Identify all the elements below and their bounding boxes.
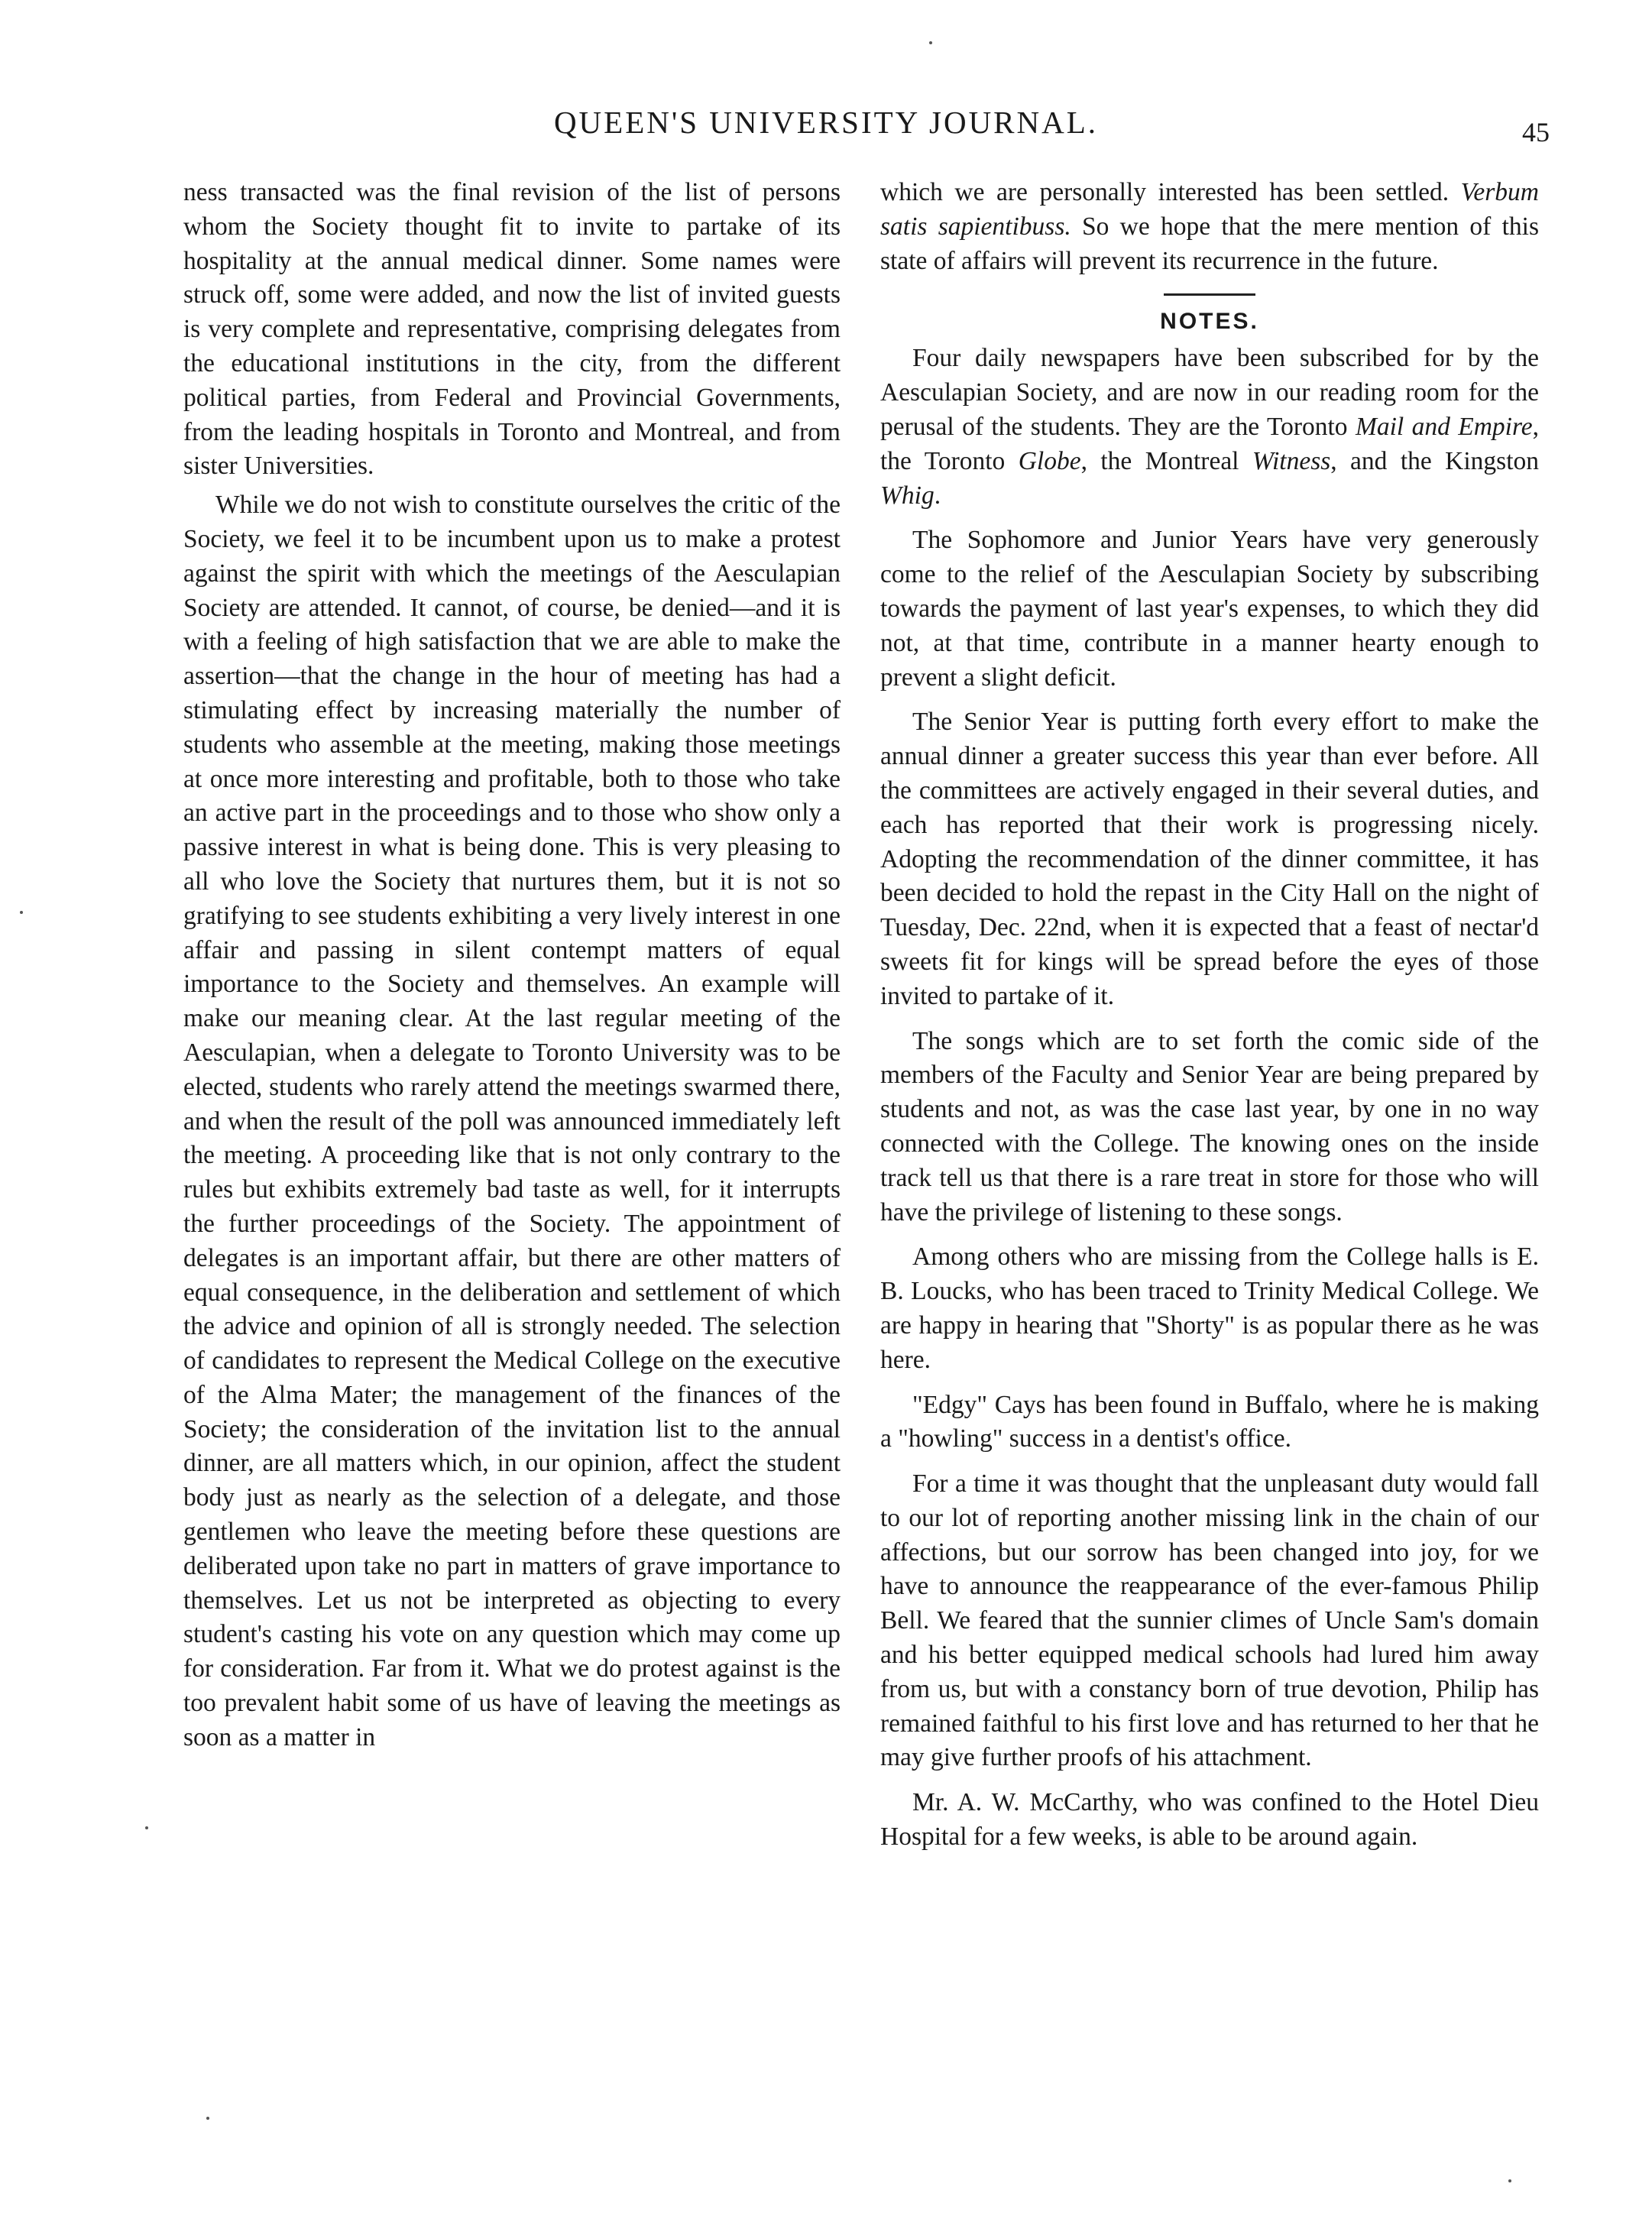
notes-paragraph: The Senior Year is putting forth every effort to make the annual dinner a greater success this year than ever before. All the committees are actively engaged in their several duties, and each has reported that their work is progressing nicely. Adopting the recommendation of the dinner committee, it has been decided to hold the repast in the City Hall on the night of Tuesday, Dec. 22nd, when it is expected that a feast of nectar'd sweets fit for kings will be spread before the eyes of those invited to partake of it. [880, 708, 1539, 1010]
notes-paragraph: Among others who are missing from the College halls is E. B. Loucks, who has been traced to Trinity Medical College. We are happy in hearing that "Shorty" is as popular there as he was here. [880, 1243, 1539, 1374]
newspaper-name: Witness [1252, 446, 1331, 475]
scan-speck [929, 41, 932, 44]
section-divider [1164, 293, 1255, 296]
scan-speck [145, 1826, 148, 1829]
continued-paragraph: ness transacted was the final revision of the list of persons whom the Society thought fit to invite to partake of its hospitality at the annual medical dinner. Some names were struck off, some were added, and now the list of invited guests is very complete and representative, comprising delegates from the educational institutions in the city, from the different political parties, from Federal and Provincial Governments, from the leading hospitals in Toronto and Montreal, and from sister Universities. [183, 178, 841, 481]
latin-phrase: Verbum satis sapientibuss. [880, 178, 1539, 241]
paragraph-text: So we hope that the mere mention of this state of affairs will prevent its recurrence in the future. [880, 212, 1539, 275]
page-number: 45 [1522, 117, 1550, 147]
paragraph-text: , the Toronto [880, 412, 1539, 475]
paragraph-text: . [934, 481, 941, 510]
right-column [880, 176, 1539, 1855]
scan-speck [1508, 2179, 1511, 2182]
editorial-paragraph: While we do not wish to constitute ourselves the critic of the Society, we feel it to be incumbent upon us to make a protest against the spirit with which the meetings of the Aesculapian Society are attended. It cannot, of course, be denied—and it is with a feeling of high satisfaction that we are able to make the assertion—that the change in the hour of meeting has had a stimulating effect by increasing materially the number of students who assemble at the meeting, making those meetings at once more interesting and profitable, both to those who take an active part in the proceedings and to those who show only a passive interest in what is being done. This is very pleasing to all who love the Society that nurtures them, but it is not so gratifying to see students exhibiting a very lively interest in one affair and passing in silent contempt matters of equal importance to the Society and themselves. An example will make our meaning clear. At the last regular meeting of the Aesculapian, when a delegate to Toronto University was to be elected, students who rarely attend the meetings swarmed there, and when the result of the poll was announced immediately left the meeting. A proceeding like that is not only contrary to the rules but exhibits extremely bad taste as well, for it interrupts the further proceedings of the Society. The appointment of delegates is an important affair, but there are other matters of equal consequence, in the deliberation and settlement of which the advice and opinion of all is strongly needed. The selection of candidates to represent the Medical College on the executive of the Alma Mater; the management of the finances of the Society; the consideration of the invitation list to the annual dinner, are all matters which, in our opinion, affect the student body just as nearly as the selection of a delegate, and those gentlemen who leave the meeting before these questions are deliberated upon take no part in matters of grave importance to themselves. Let us not be interpreted as objecting to every student's casting his vote on any question which may come up for consideration. Far from it. What we do protest against is the too prevalent habit some of us have of leaving the meetings as soon as a matter in [183, 491, 841, 1751]
continued-paragraph [880, 176, 1539, 278]
notes-paragraph [880, 342, 1539, 513]
journal-title: QUEEN'S UNIVERSITY JOURNAL. [553, 105, 1099, 140]
notes-paragraph: For a time it was thought that the unpleasant duty would fall to our lot of reporting another missing link in the chain of our affections, but our sorrow has been changed into joy, for we have to announce the reappearance of the ever-famous Philip Bell. We feared that the sunnier climes of Uncle Sam's domain and his better equipped medical schools had lured him away from us, but with a constancy born of true devotion, Philip has remained faithful to his first love and has returned to her that he may give further proofs of his attachment. [880, 1469, 1539, 1772]
paragraph-text: , the Montreal [1080, 446, 1252, 475]
notes-paragraph: "Edgy" Cays has been found in Buffalo, where he is making a "howling" success in a dentist's office. [880, 1390, 1539, 1453]
paragraph-text: which we are personally interested has been settled. [880, 178, 1461, 206]
newspaper-name: Whig [880, 481, 935, 510]
notes-paragraph: Mr. A. W. McCarthy, who was confined to the Hotel Dieu Hospital for a few weeks, is able to be around again. [880, 1788, 1539, 1852]
paragraph-text: Four daily newspapers have been subscribed for by the Aesculapian Society, and are now in our reading room for the perusal of the students. They are the Toronto [880, 344, 1539, 441]
paragraph-text: , and the Kingston [1330, 446, 1539, 475]
notes-paragraph: The songs which are to set forth the comic side of the members of the Faculty and Senior Year are being prepared by students and not, as was the case last year, by one in no way connected with the College. The knowing ones on the inside track tell us that there is a rare treat in store for those who will have the privilege of listening to these songs. [880, 1026, 1539, 1226]
notes-heading: NOTES. [1160, 309, 1259, 335]
scan-speck [20, 911, 23, 914]
newspaper-name: Globe [1018, 446, 1081, 475]
scan-speck [206, 2117, 209, 2120]
notes-paragraph: The Sophomore and Junior Years have very generously come to the relief of the Aesculapian Society by subscribing towards the payment of last year's expenses, to which they did not, at that time, contribute in a manner hearty enough to prevent a slight deficit. [880, 526, 1539, 692]
left-column [183, 176, 841, 1755]
newspaper-name: Mail and Empire [1355, 412, 1533, 441]
